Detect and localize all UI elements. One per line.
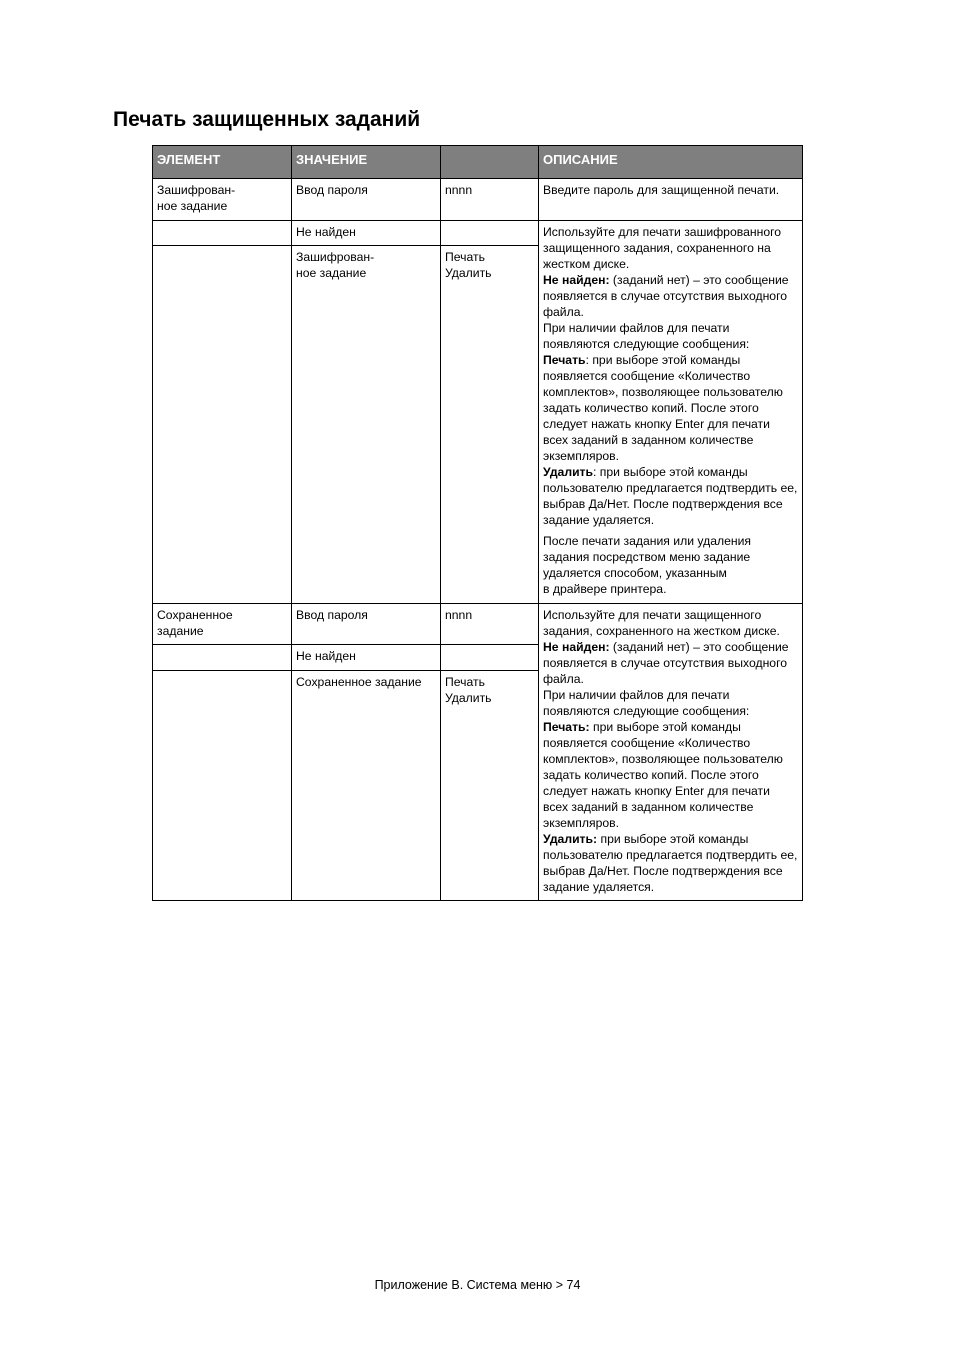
value-cell: Ввод пароля [292,604,441,645]
description-paragraph: При наличии файлов для печати появляются следующие сообщения: [543,321,750,351]
option-cell: Печать Удалить [441,246,539,604]
item-cell: Сохраненное задание [153,604,292,645]
option-cell [441,221,539,246]
table-header-row [153,146,803,179]
option-cell: nnnn [441,604,539,645]
table-row [153,604,803,645]
description-note: После печати задания или удаления задания посредством меню задание удаляется способом, указанным в драйвере принтера. [543,534,752,596]
menu-settings-table [152,145,803,901]
description-cell: Введите пароль для защищенной печати. [539,179,803,221]
description-paragraph: Используйте для печати зашифрованного защищенного задания, сохраненного на жестком диске. [543,225,782,271]
value-cell: Не найден [292,645,441,671]
value-cell: Ввод пароля [292,179,441,221]
header-value: ЗНАЧЕНИЕ [292,146,441,179]
table-row [153,221,803,246]
item-cell-empty [153,671,292,901]
description-paragraph: Используйте для печати защищенного задания, сохраненного на жестком диске. [543,608,780,638]
header-description: ОПИСАНИЕ [539,146,803,179]
option-cell: Печать Удалить [441,671,539,901]
page-footer: Приложение В. Система меню > 74 [374,1278,581,1292]
page-title: Печать защищенных заданий [113,108,421,131]
item-cell: Зашифрован- ное задание [153,179,292,221]
value-cell: Зашифрован- ное задание [292,246,441,604]
description-paragraph: Удалить: при выборе этой команды пользователю предлагается подтвердить ее, выбрав Да/Нет. После подтверждения все задание удаляется. [543,832,798,894]
value-cell: Не найден [292,221,441,246]
option-cell: nnnn [441,179,539,221]
item-cell-empty [153,221,292,246]
description-paragraph: Печать: при выборе этой команды появляется сообщение «Количество комплектов», позволяющее пользователю задать количество копий. После этого следует нажать кнопку Enter для печати всех заданий в заданном количестве экземпляров. [543,720,783,830]
value-cell: Сохраненное задание [292,671,441,901]
description-paragraph: Не найден: (заданий нет) – это сообщение появляется в случае отсутствия выходного файла. [543,273,789,319]
description-paragraph: Удалить: при выборе этой команды пользователю предлагается подтвердить ее, выбрав Да/Нет. После подтверждения все задание удаляется. [543,465,798,527]
description-cell [539,604,803,901]
description-paragraph: Не найден: (заданий нет) – это сообщение появляется в случае отсутствия выходного файла. [543,640,789,686]
description-paragraph: При наличии файлов для печати появляются следующие сообщения: [543,688,750,718]
description-cell [539,221,803,604]
header-item: ЭЛЕМЕНТ [153,146,292,179]
table-row [153,179,803,221]
header-option [441,146,539,179]
item-cell-empty [153,645,292,671]
item-cell-empty [153,246,292,604]
option-cell [441,645,539,671]
description-paragraph: Печать: при выборе этой команды появляется сообщение «Количество комплектов», позволяющее пользователю задать количество копий. После этого следует нажать кнопку Enter для печати всех заданий в заданном количестве экземпляров. [543,353,783,463]
